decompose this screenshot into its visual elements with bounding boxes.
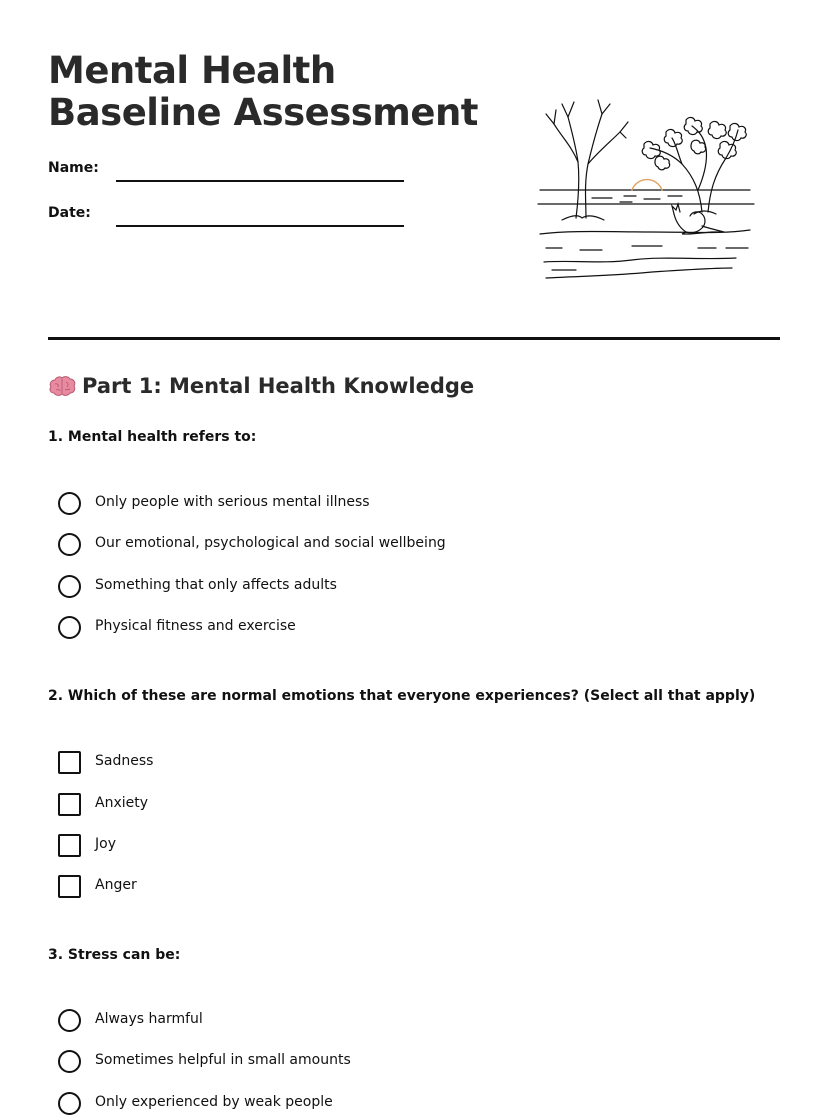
radio-button[interactable] bbox=[58, 575, 81, 598]
radio-button[interactable] bbox=[58, 533, 81, 556]
question-2: 2. Which of these are normal emotions that everyone experiences? (Select all that apply) bbox=[48, 688, 756, 704]
brain-icon bbox=[48, 375, 76, 397]
option-label: Physical fitness and exercise bbox=[95, 618, 296, 634]
radio-button[interactable] bbox=[58, 616, 81, 639]
radio-button[interactable] bbox=[58, 1009, 81, 1032]
date-input-line[interactable] bbox=[116, 225, 404, 227]
option-label: Only experienced by weak people bbox=[95, 1094, 333, 1110]
radio-button[interactable] bbox=[58, 492, 81, 515]
radio-button[interactable] bbox=[58, 1092, 81, 1115]
option-label: Our emotional, psychological and social wellbeing bbox=[95, 535, 446, 551]
checkbox[interactable] bbox=[58, 875, 81, 898]
name-input-line[interactable] bbox=[116, 180, 404, 182]
section-divider bbox=[48, 337, 780, 340]
option-label: Always harmful bbox=[95, 1011, 203, 1027]
date-label: Date: bbox=[48, 205, 91, 221]
option-label: Only people with serious mental illness bbox=[95, 494, 370, 510]
option-label: Joy bbox=[95, 836, 116, 852]
option-label: Anger bbox=[95, 877, 137, 893]
checkbox[interactable] bbox=[58, 793, 81, 816]
option-label: Sometimes helpful in small amounts bbox=[95, 1052, 351, 1068]
radio-button[interactable] bbox=[58, 1050, 81, 1073]
part1-heading-text: Part 1: Mental Health Knowledge bbox=[82, 374, 475, 398]
question-3: 3. Stress can be: bbox=[48, 947, 181, 963]
part1-heading bbox=[48, 374, 474, 398]
option-label: Sadness bbox=[95, 753, 154, 769]
checkbox[interactable] bbox=[58, 751, 81, 774]
option-label: Anxiety bbox=[95, 795, 149, 811]
option-label: Something that only affects adults bbox=[95, 577, 337, 593]
question-1: 1. Mental health refers to: bbox=[48, 429, 257, 445]
name-label: Name: bbox=[48, 160, 99, 176]
page-title: Mental Health Baseline Assessment bbox=[48, 49, 478, 134]
outback-landscape-illustration bbox=[532, 92, 760, 288]
checkbox[interactable] bbox=[58, 834, 81, 857]
